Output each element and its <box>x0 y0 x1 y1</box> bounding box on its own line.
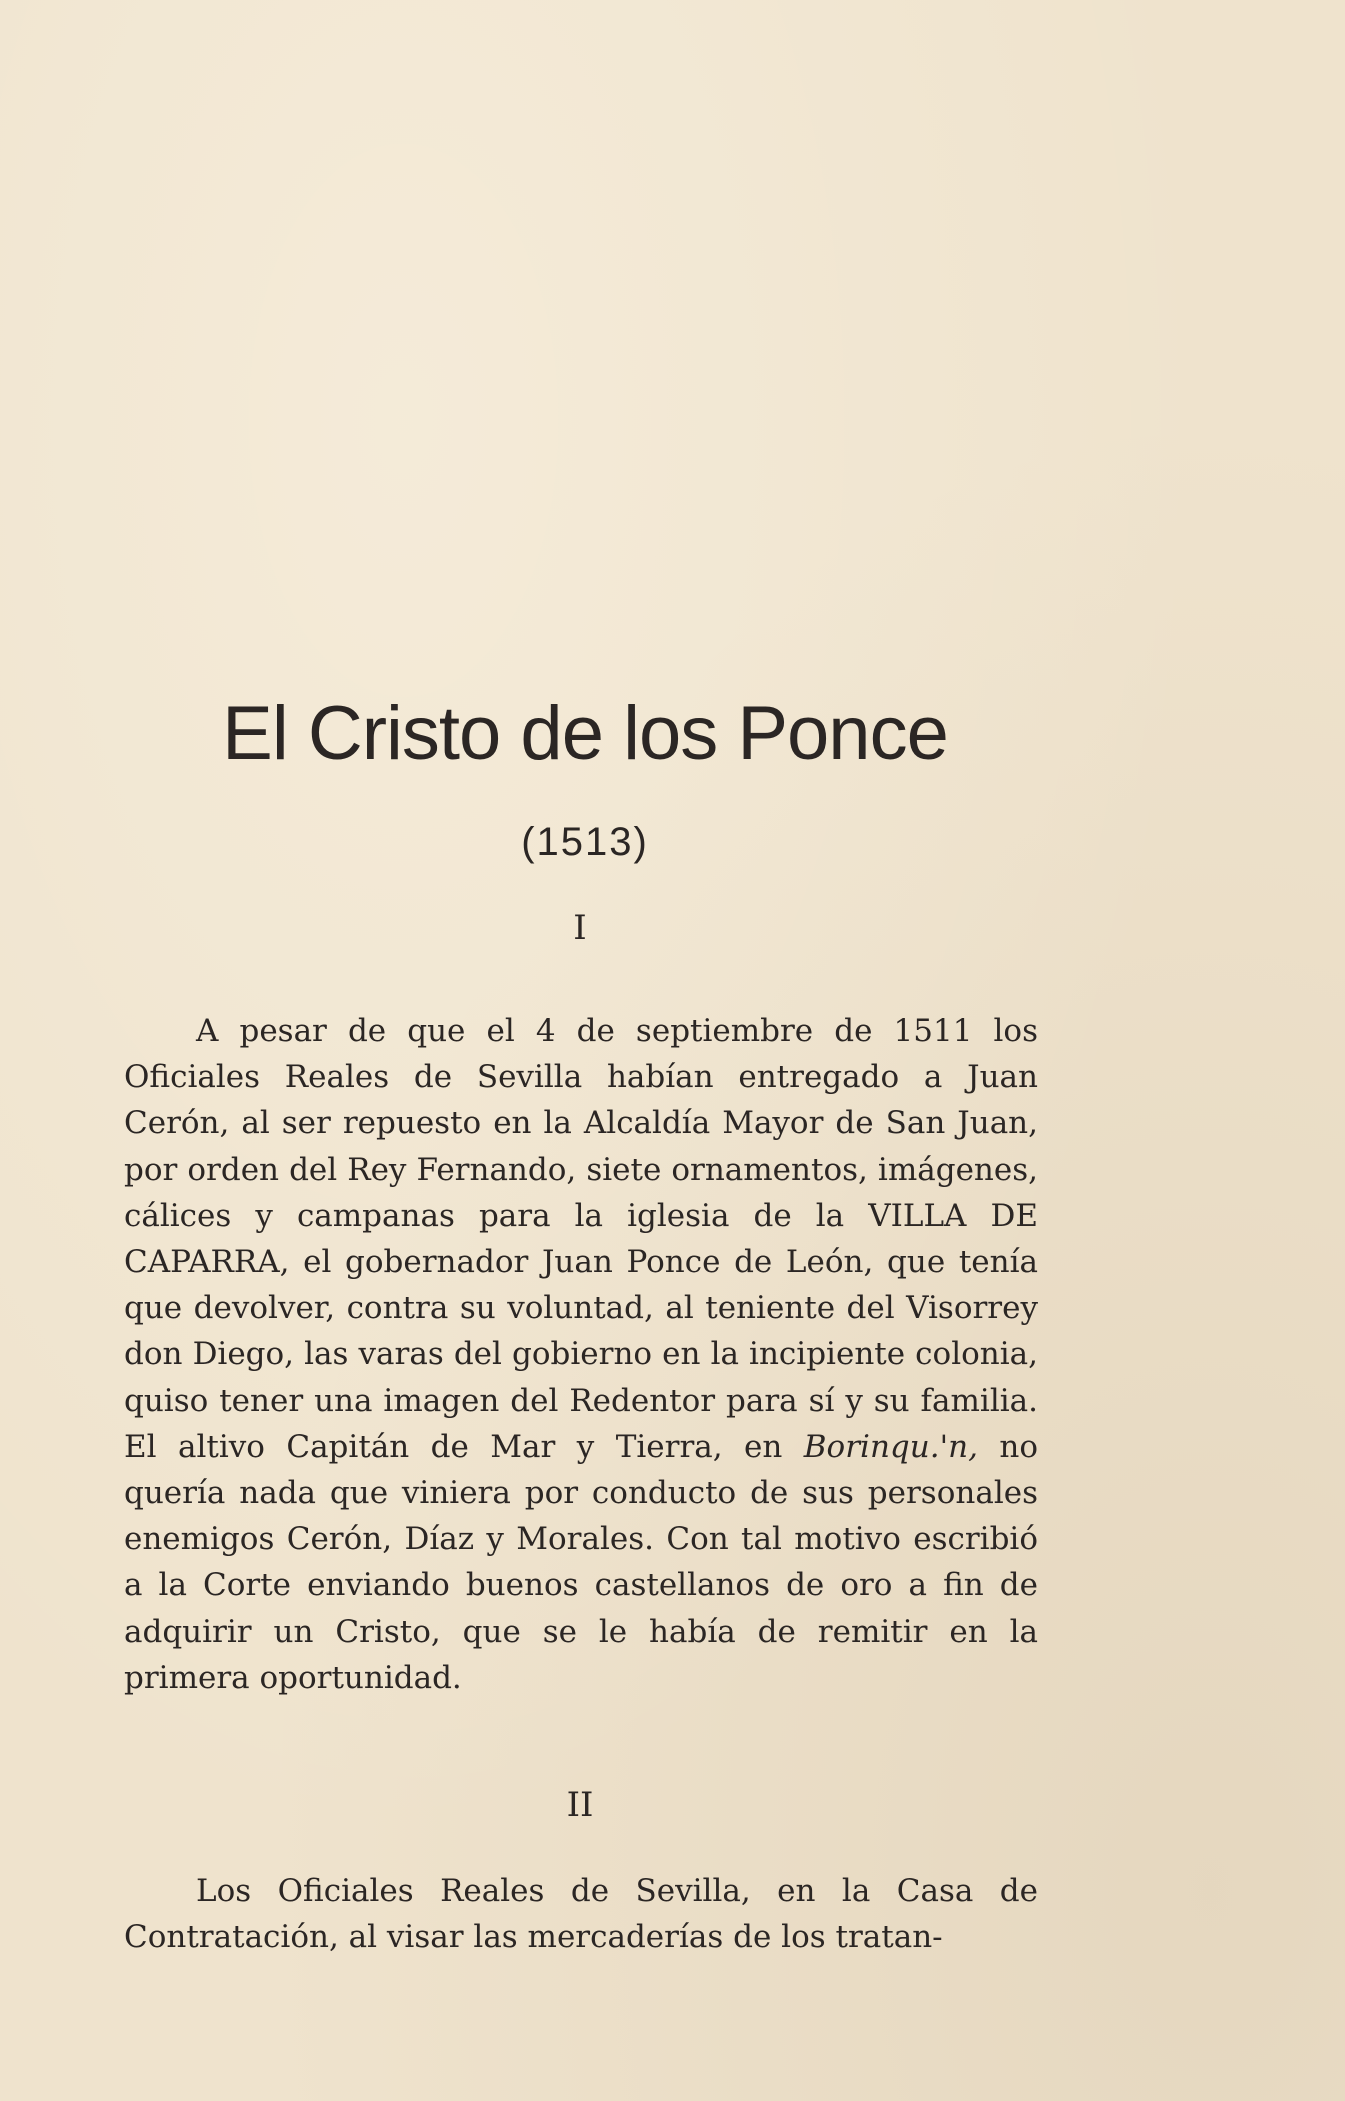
section-number-1: I <box>573 908 587 948</box>
chapter-year: (1513) <box>521 820 649 864</box>
section-2-text: Los Oficiales Reales de Sevilla, en la Casa de Contratación, al visar las mercaderías de los tratan- <box>124 1873 1038 1956</box>
section-1-paragraph <box>124 1008 1038 1701</box>
section-1-text-end: no quería nada que viniera por conducto de sus personales enemigos Cerón, Díaz y Morales. Con tal motivo escribió a la Corte enviando buenos castellanos de oro a fin de adquirir un Cristo, que se le había de remitir en la primera oportunidad. <box>124 1428 1038 1696</box>
section-1-text-start: A pesar de que el 4 de septiembre de 1511 los Oficiales Reales de Sevilla habían entregado a Juan Cerón, al ser repuesto en la Alcaldía Mayor de San Juan, por orden del Rey Fernando, siete ornamentos, imágenes, cálices y campanas para la iglesia de la VILLA DE CAPARRA, el gobernador Juan Ponce de León, que tenía que devolver, contra su voluntad, al teniente del Visorrey don Diego, las varas del gobierno en la incipiente colonia, quiso tener una imagen del Redentor para sí y su familia. El altivo Capitán de Mar y Tierra, en <box>124 1013 1038 1465</box>
section-2-paragraph <box>124 1868 1038 1960</box>
section-1-italic-word: Borinqu.'n, <box>803 1428 978 1465</box>
section-number-2: II <box>566 1785 594 1825</box>
chapter-title: El Cristo de los Ponce <box>222 691 948 776</box>
